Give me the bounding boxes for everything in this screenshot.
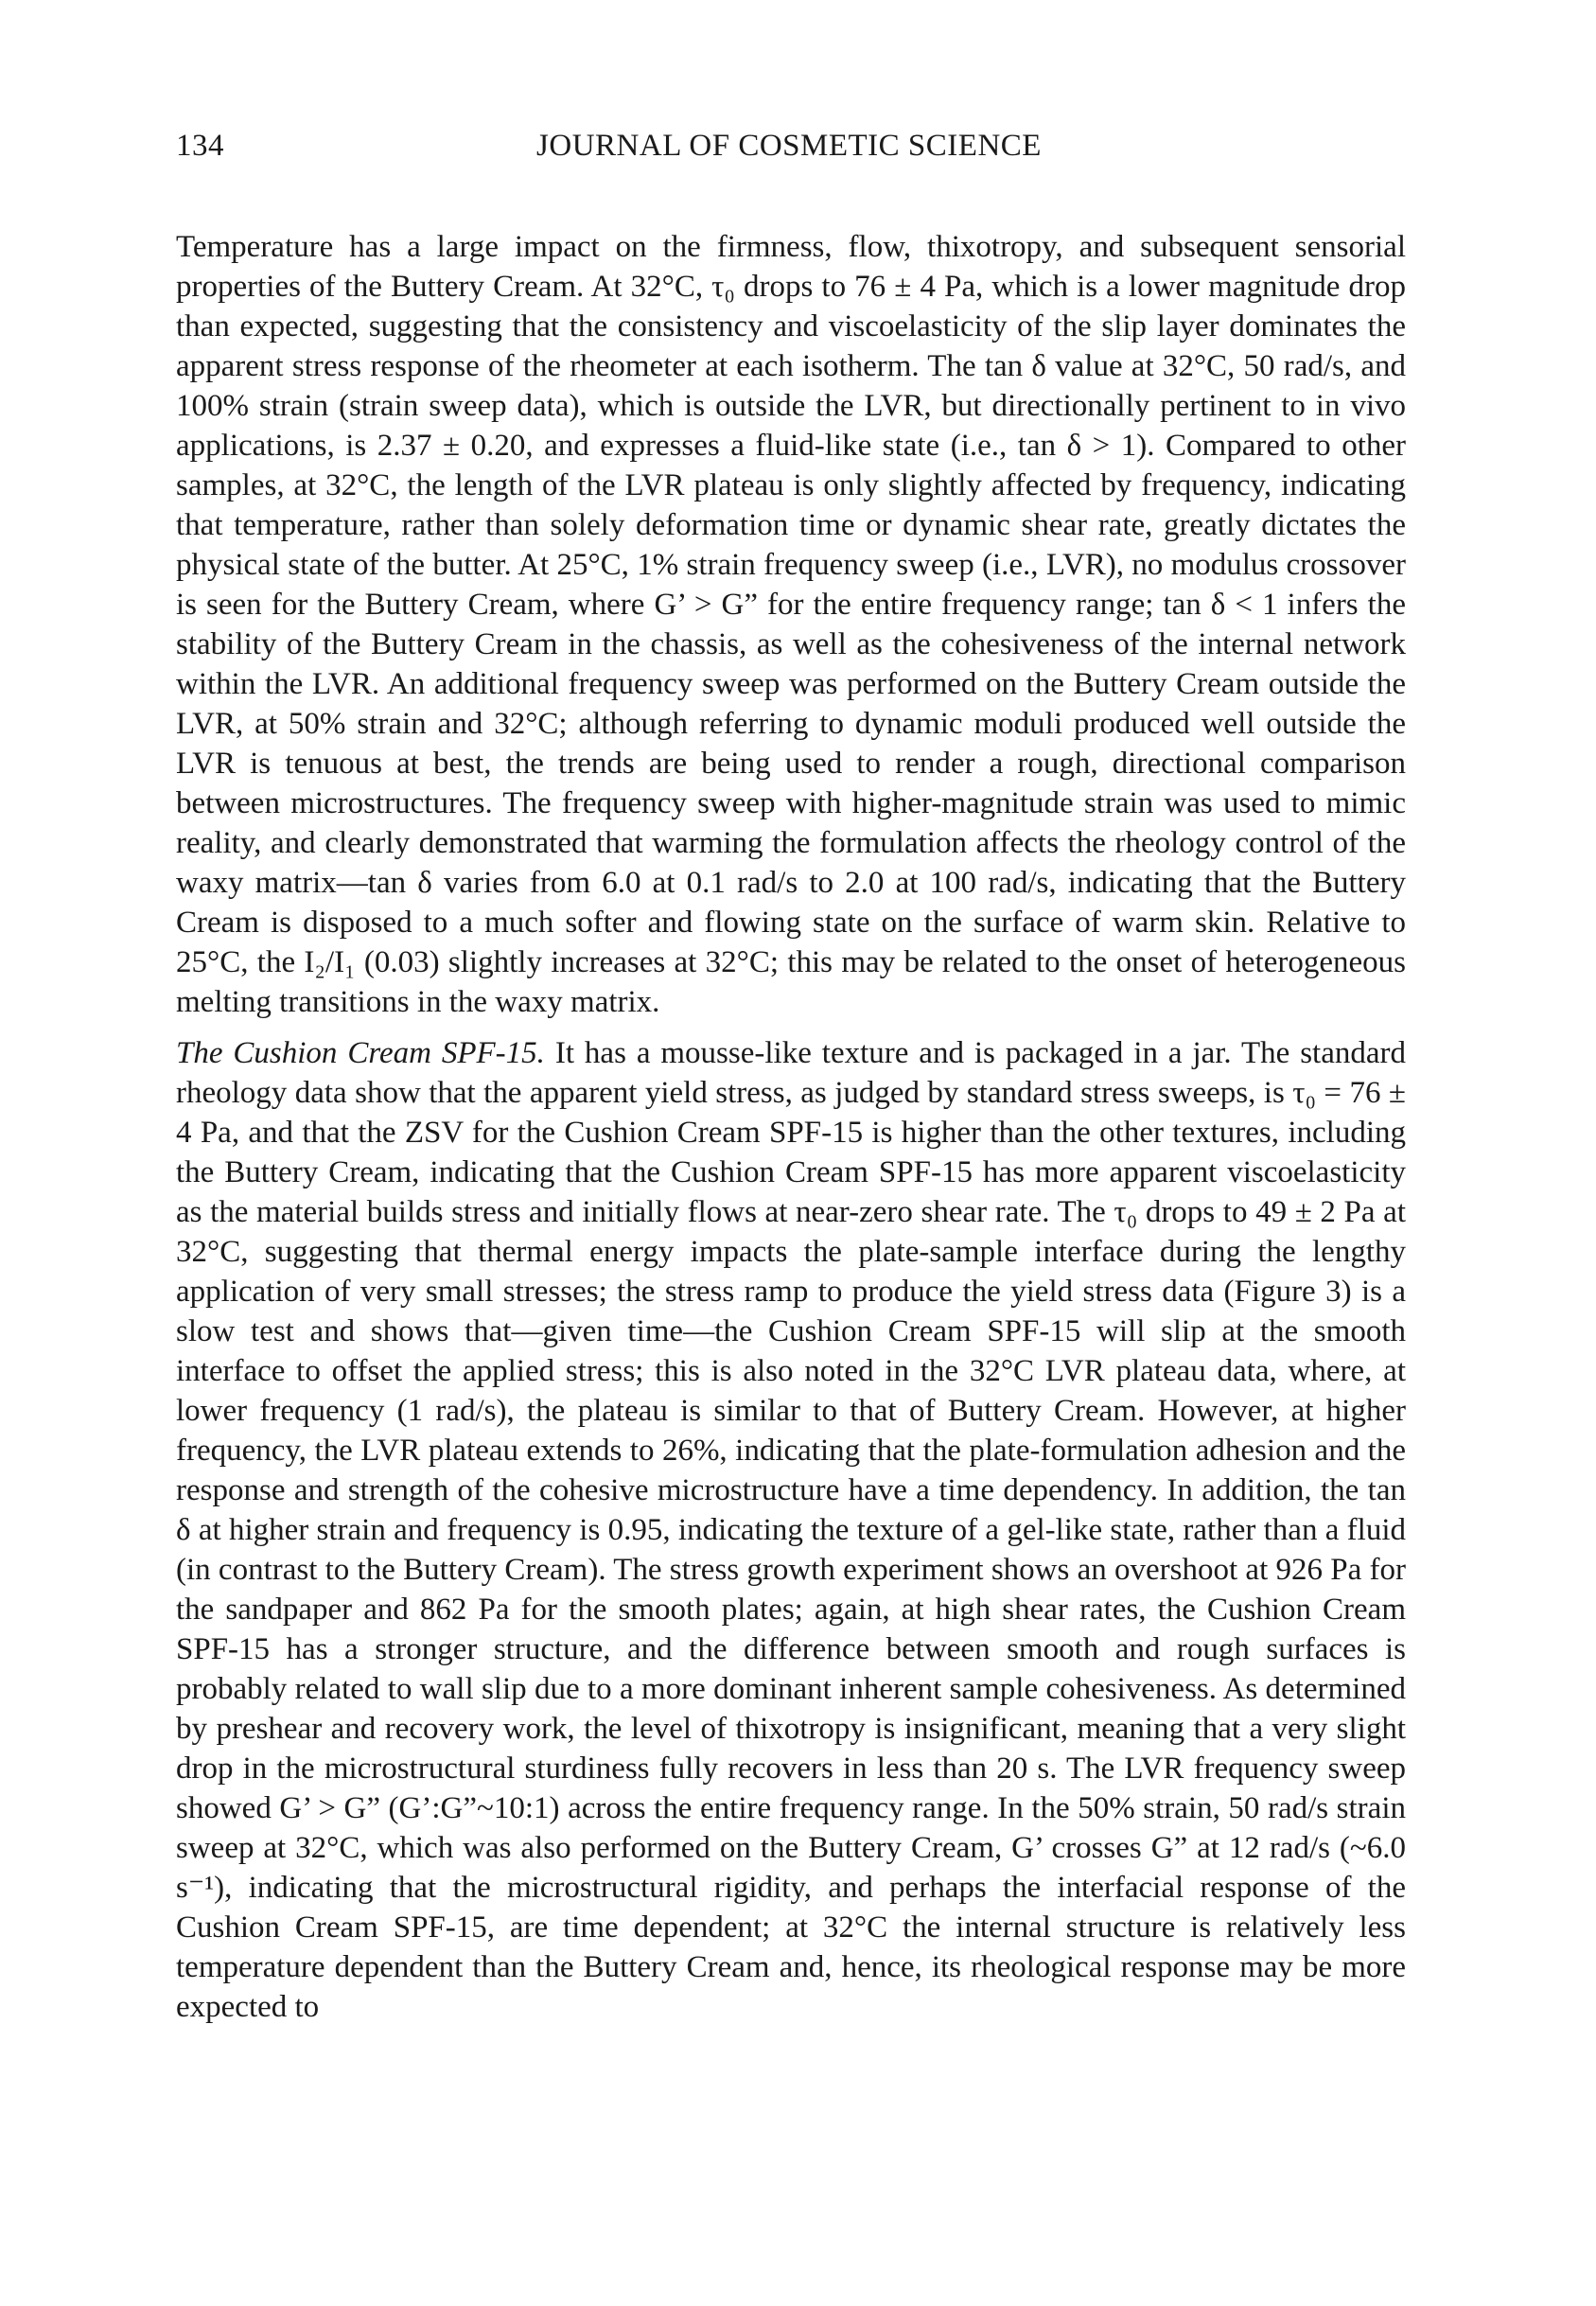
article-body: [176, 227, 1406, 2027]
section-run-in-heading: The Cushion Cream SPF-15.: [176, 1036, 545, 1070]
paragraph-cushion-cream: [176, 1033, 1406, 2027]
paragraph-cushion-cream-text: It has a mousse-like texture and is packaged in a jar. The standard rheology data show that the apparent yield stress, as judged by standard stress sweeps, is τ₀ = 76 ± 4 Pa, and that the ZSV for the Cushion Cream SPF-15 is higher than the other textures, including the Buttery Cream, indicating that the Cushion Cream SPF-15 has more apparent viscoelasticity as the material builds stress and initially flows at near-zero shear rate. The τ₀ drops to 49 ± 2 Pa at 32°C, suggesting that thermal energy impacts the plate-sample interface during the lengthy application of very small stresses; the stress ramp to produce the yield stress data (Figure 3) is a slow test and shows that—given time—the Cushion Cream SPF-15 will slip at the smooth interface to offset the applied stress; this is also noted in the 32°C LVR plateau data, where, at lower frequency (1 rad/s), the plateau is similar to that of Buttery Cream. However, at higher frequency, the LVR plateau extends to 26%, indicating that the plate-formulation adhesion and the response and strength of the cohesive microstructure have a time dependency. In addition, the tan δ at higher strain and frequency is 0.95, indicating the texture of a gel-like state, rather than a fluid (in contrast to the Buttery Cream). The stress growth experiment shows an overshoot at 926 Pa for the sandpaper and 862 Pa for the smooth plates; again, at high shear rates, the Cushion Cream SPF-15 has a stronger structure, and the difference between smooth and rough surfaces is probably related to wall slip due to a more dominant inherent sample cohesiveness. As determined by preshear and recovery work, the level of thixotropy is insignificant, meaning that a very slight drop in the microstructural sturdiness fully recovers in less than 20 s. The LVR frequency sweep showed G’ > G” (G’:G”~10:1) across the entire frequency range. In the 50% strain, 50 rad/s strain sweep at 32°C, which was also performed on the Buttery Cream, G’ crosses G” at 12 rad/s (~6.0 s⁻¹), indicating that the microstructural rigidity, and perhaps the interfacial response of the Cushion Cream SPF-15, are time dependent; at 32°C the internal structure is relatively less temperature dependent than the Buttery Cream and, hence, its rheological response may be more expected to: [176, 1036, 1407, 2024]
page-number: 134: [176, 129, 224, 163]
paragraph-buttery-cream: Temperature has a large impact on the firmness, flow, thixotropy, and subsequent sensorial properties of the Buttery Cream. At 32°C, τ₀ drops to 76 ± 4 Pa, which is a lower magnitude drop than expected, suggesting that the consistency and viscoelasticity of the slip layer dominates the apparent stress response of the rheometer at each isotherm. The tan δ value at 32°C, 50 rad/s, and 100% strain (strain sweep data), which is outside the LVR, but directionally pertinent to in vivo applications, is 2.37 ± 0.20, and expresses a fluid-like state (i.e., tan δ > 1). Compared to other samples, at 32°C, the length of the LVR plateau is only slightly affected by frequency, indicating that temperature, rather than solely deformation time or dynamic shear rate, greatly dictates the physical state of the butter. At 25°C, 1% strain frequency sweep (i.e., LVR), no modulus crossover is seen for the Buttery Cream, where G’ > G” for the entire frequency range; tan δ < 1 infers the stability of the Buttery Cream in the chassis, as well as the cohesiveness of the internal network within the LVR. An additional frequency sweep was performed on the Buttery Cream outside the LVR, at 50% strain and 32°C; although referring to dynamic moduli produced well outside the LVR is tenuous at best, the trends are being used to render a rough, directional comparison between microstructures. The frequency sweep with higher-magnitude strain was used to mimic reality, and clearly demonstrated that warming the formulation affects the rheology control of the waxy matrix—tan δ varies from 6.0 at 0.1 rad/s to 2.0 at 100 rad/s, indicating that the Buttery Cream is disposed to a much softer and flowing state on the surface of warm skin. Relative to 25°C, the I₂/I₁ (0.03) slightly increases at 32°C; this may be related to the onset of heterogeneous melting transitions in the waxy matrix.: [176, 230, 1406, 1019]
running-head: [176, 129, 1402, 170]
journal-title: JOURNAL OF COSMETIC SCIENCE: [536, 129, 1042, 163]
